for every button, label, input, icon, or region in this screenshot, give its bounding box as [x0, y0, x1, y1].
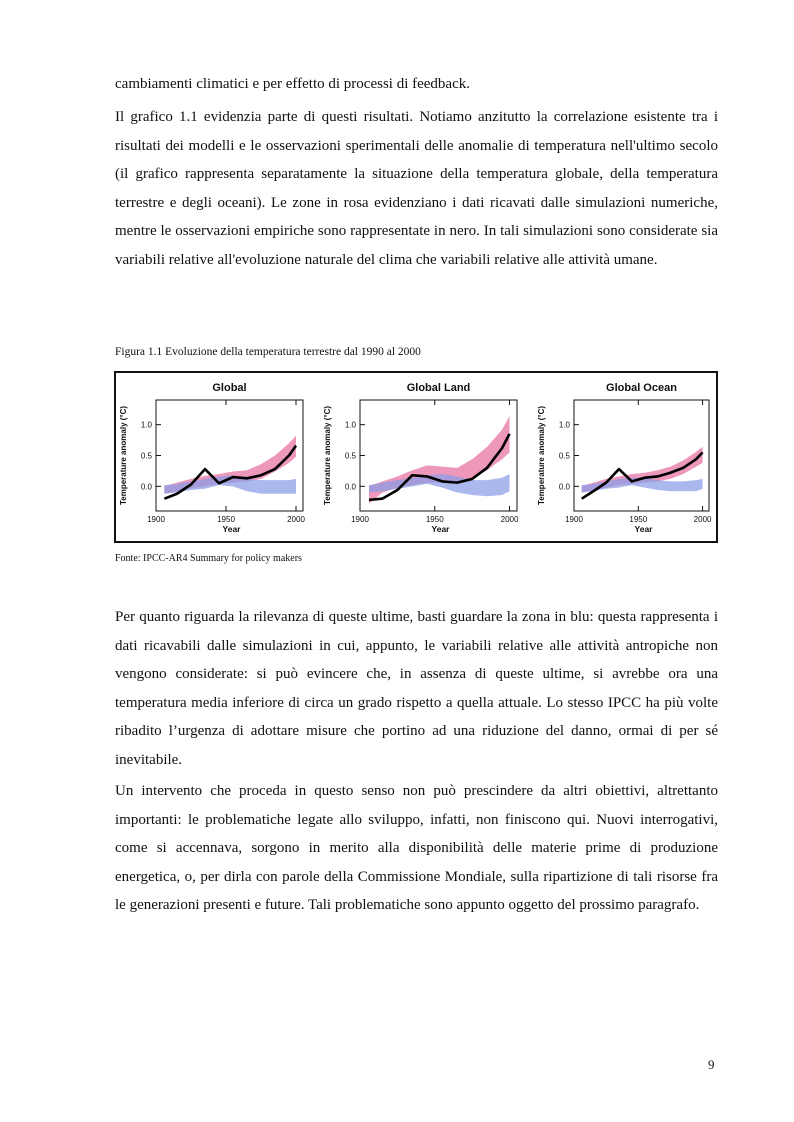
- y-tick-label: 0.0: [558, 482, 570, 492]
- paragraph-graph-description: Il grafico 1.1 evidenzia parte di questi risultati. Notiamo anzitutto la correlazione esistente tra i risultati dei modelli e le osservazioni sperimentali delle anomalie di temperatura nell'ultimo secolo (il grafico rappresenta separatamente la situazione della temperatura globale, della temperatura terrestre e degli oceani). Le zone in rosa evidenziano i dati ricavati dalle simulazioni numeriche, mentre le osservazioni empiriche sono rappresentate in nero. In tali simulazioni sono considerate sia variabili relative all'evoluzione naturale del clima che variabili relative alle attività umane.: [115, 109, 718, 268]
- chart-title: Global Land: [406, 382, 471, 394]
- figure-temperature-anomaly: [114, 371, 718, 543]
- paragraph-intro: cambiamenti climatici e per effetto di processi di feedback.: [115, 76, 470, 92]
- y-tick-label: 0.5: [140, 451, 152, 461]
- figure-caption: Figura 1.1 Evoluzione della temperatura terrestre dal 1990 al 2000: [115, 346, 421, 358]
- figure-source: Fonte: IPCC-AR4 Summary for policy makers: [115, 553, 302, 564]
- x-tick-label: 1950: [629, 515, 648, 524]
- paragraph-blue-zone: Per quanto riguarda la rilevanza di queste ultime, basti guardare la zona in blu: questa rappresenta i dati ricavabili dalle simulazioni in cui, appunto, le variabili relative alle attività antropiche non vengono considerate: si può evincere che, in assenza di queste ultime, si avrebbe ora una temperatura media inferiore di circa un grado rispetto a quella attuale. Lo stesso IPCC ha più volte ribadito l’urgenza di adottare misure che portino ad una riduzione del danno, ormai di per sé inevitabile.: [115, 609, 718, 768]
- x-tick-label: 1950: [425, 515, 444, 524]
- plot-frame: [574, 400, 709, 511]
- band-natural-only: [582, 478, 703, 493]
- y-tick-label: 0.0: [140, 482, 152, 492]
- y-tick-label: 0.5: [558, 451, 570, 461]
- x-tick-label: 1900: [351, 515, 369, 524]
- x-tick-label: 1950: [217, 515, 235, 524]
- page-number: 9: [708, 1057, 715, 1072]
- y-tick-label: 0.0: [344, 482, 356, 492]
- y-tick-label: 0.5: [344, 451, 356, 461]
- temperature-charts: [116, 373, 716, 541]
- y-axis-label: Temperature anomaly (°C): [119, 405, 128, 506]
- x-tick-label: 2000: [693, 515, 712, 524]
- y-axis-label: Temperature anomaly (°C): [537, 405, 546, 506]
- y-tick-label: 1.0: [140, 420, 152, 430]
- paragraph-development: Un intervento che proceda in questo senso non può prescindere da altri obiettivi, altrettanto importanti: le problematiche legate allo sviluppo, infatti, non finiscono qui. Nuovi interrogativi, come si accennava, sorgono in merito alla disponibilità delle materie prime di produzione energetica, o, per dirla con parole della Commissione Mondiale, sulla ripartizione di tali risorse fra le generazioni presenti e future. Tali problematiche sono appunto oggetto del prossimo paragrafo.: [115, 783, 718, 914]
- x-axis-label: Year: [634, 524, 653, 534]
- x-axis-label: Year: [222, 524, 241, 534]
- x-tick-label: 2000: [287, 515, 305, 524]
- x-axis-label: Year: [431, 524, 450, 534]
- x-tick-label: 1900: [565, 515, 583, 524]
- x-tick-label: 2000: [500, 515, 519, 524]
- x-tick-label: 1900: [147, 515, 165, 524]
- y-axis-label: Temperature anomaly (°C): [323, 405, 332, 506]
- chart-title: Global Ocean: [606, 382, 677, 394]
- y-tick-label: 1.0: [558, 420, 570, 430]
- y-tick-label: 1.0: [344, 420, 356, 430]
- chart-title: Global: [212, 382, 247, 394]
